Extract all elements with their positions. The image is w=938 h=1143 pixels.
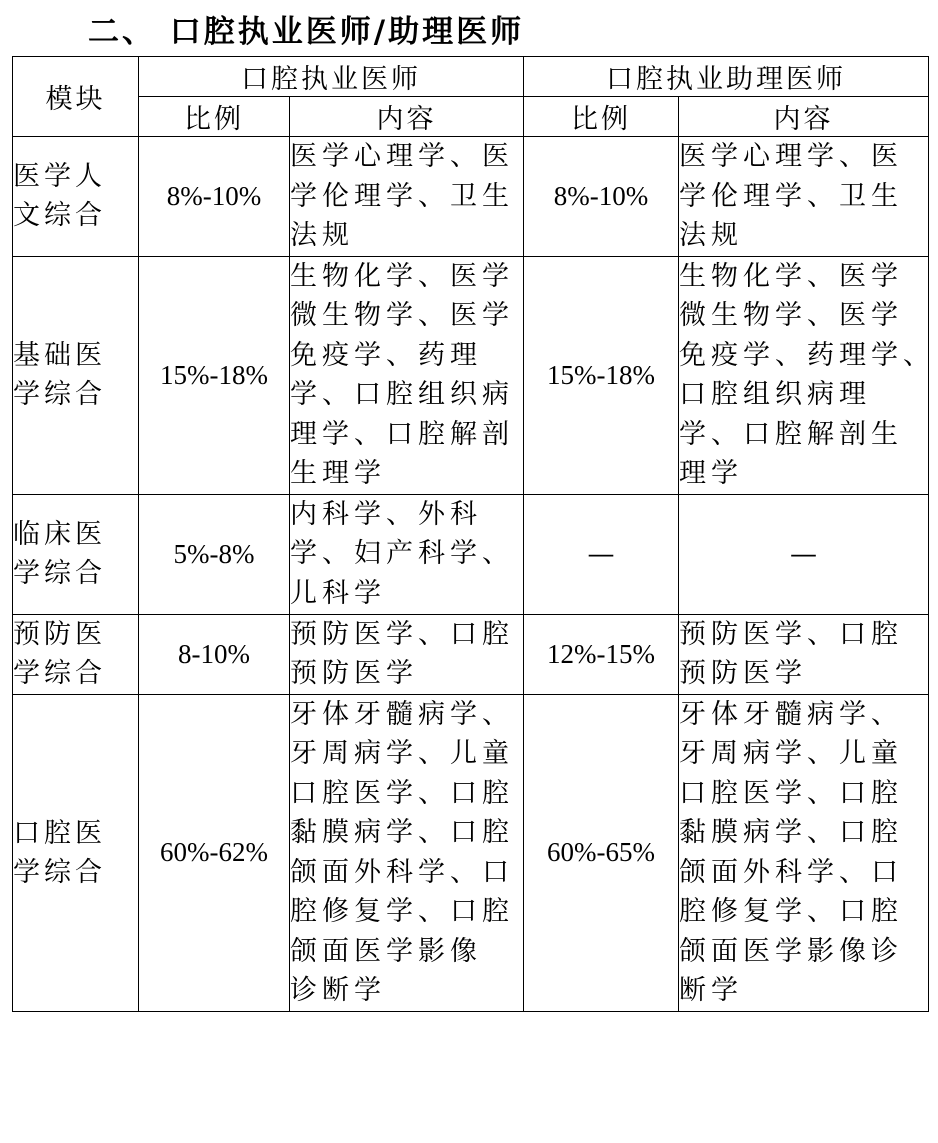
table-row	[13, 494, 929, 614]
licensed-ratio: 8%-10%	[139, 137, 290, 257]
licensed-ratio: 8-10%	[139, 614, 290, 694]
assistant-ratio-header: 比例	[524, 97, 679, 137]
table-row	[13, 614, 929, 694]
assistant-ratio: 8%-10%	[524, 137, 679, 257]
licensed-ratio-header: 比例	[139, 97, 290, 137]
table-row	[13, 256, 929, 494]
assistant-content: 预防医学、口腔 预防医学	[679, 614, 929, 694]
exam-module-table	[12, 56, 935, 1012]
module-header: 模块	[13, 57, 139, 137]
assistant-ratio-empty: —	[524, 494, 679, 614]
table-group-header-row	[13, 57, 929, 97]
module-name: 口腔医 学综合	[13, 694, 139, 1011]
assistant-physician-header: 口腔执业助理医师	[524, 57, 929, 97]
assistant-content: 牙体牙髓病学、 牙周病学、儿童 口腔医学、口腔 黏膜病学、口腔 颌面外科学、口 腔修复学、口腔 颌面医学影像诊 断学	[679, 694, 929, 1011]
assistant-ratio: 15%-18%	[524, 256, 679, 494]
licensed-content-header: 内容	[290, 97, 524, 137]
licensed-ratio: 5%-8%	[139, 494, 290, 614]
assistant-content-empty: —	[679, 494, 929, 614]
licensed-physician-header: 口腔执业医师	[139, 57, 524, 97]
assistant-content-header: 内容	[679, 97, 929, 137]
assistant-content: 医学心理学、医 学伦理学、卫生 法规	[679, 137, 929, 257]
licensed-content: 医学心理学、医 学伦理学、卫生 法规	[290, 137, 524, 257]
table-row	[13, 137, 929, 257]
licensed-ratio: 15%-18%	[139, 256, 290, 494]
licensed-content: 生物化学、医学 微生物学、医学 免疫学、药理 学、口腔组织病 理学、口腔解剖 生理学	[290, 256, 524, 494]
page-title: 二、 口腔执业医师/助理医师	[88, 14, 525, 50]
licensed-content: 牙体牙髓病学、 牙周病学、儿童 口腔医学、口腔 黏膜病学、口腔 颌面外科学、口 腔修复学、口腔 颌面医学影像 诊断学	[290, 694, 524, 1011]
table-row	[13, 694, 929, 1011]
assistant-ratio: 12%-15%	[524, 614, 679, 694]
licensed-content: 内科学、外科 学、妇产科学、 儿科学	[290, 494, 524, 614]
licensed-content: 预防医学、口腔 预防医学	[290, 614, 524, 694]
assistant-ratio: 60%-65%	[524, 694, 679, 1011]
module-name: 预防医 学综合	[13, 614, 139, 694]
assistant-content: 生物化学、医学 微生物学、医学 免疫学、药理学、 口腔组织病理 学、口腔解剖生 理学	[679, 256, 929, 494]
licensed-ratio: 60%-62%	[139, 694, 290, 1011]
module-name: 临床医 学综合	[13, 494, 139, 614]
module-name: 基础医 学综合	[13, 256, 139, 494]
table-sub-header-row	[13, 97, 929, 137]
module-name: 医学人 文综合	[13, 137, 139, 257]
